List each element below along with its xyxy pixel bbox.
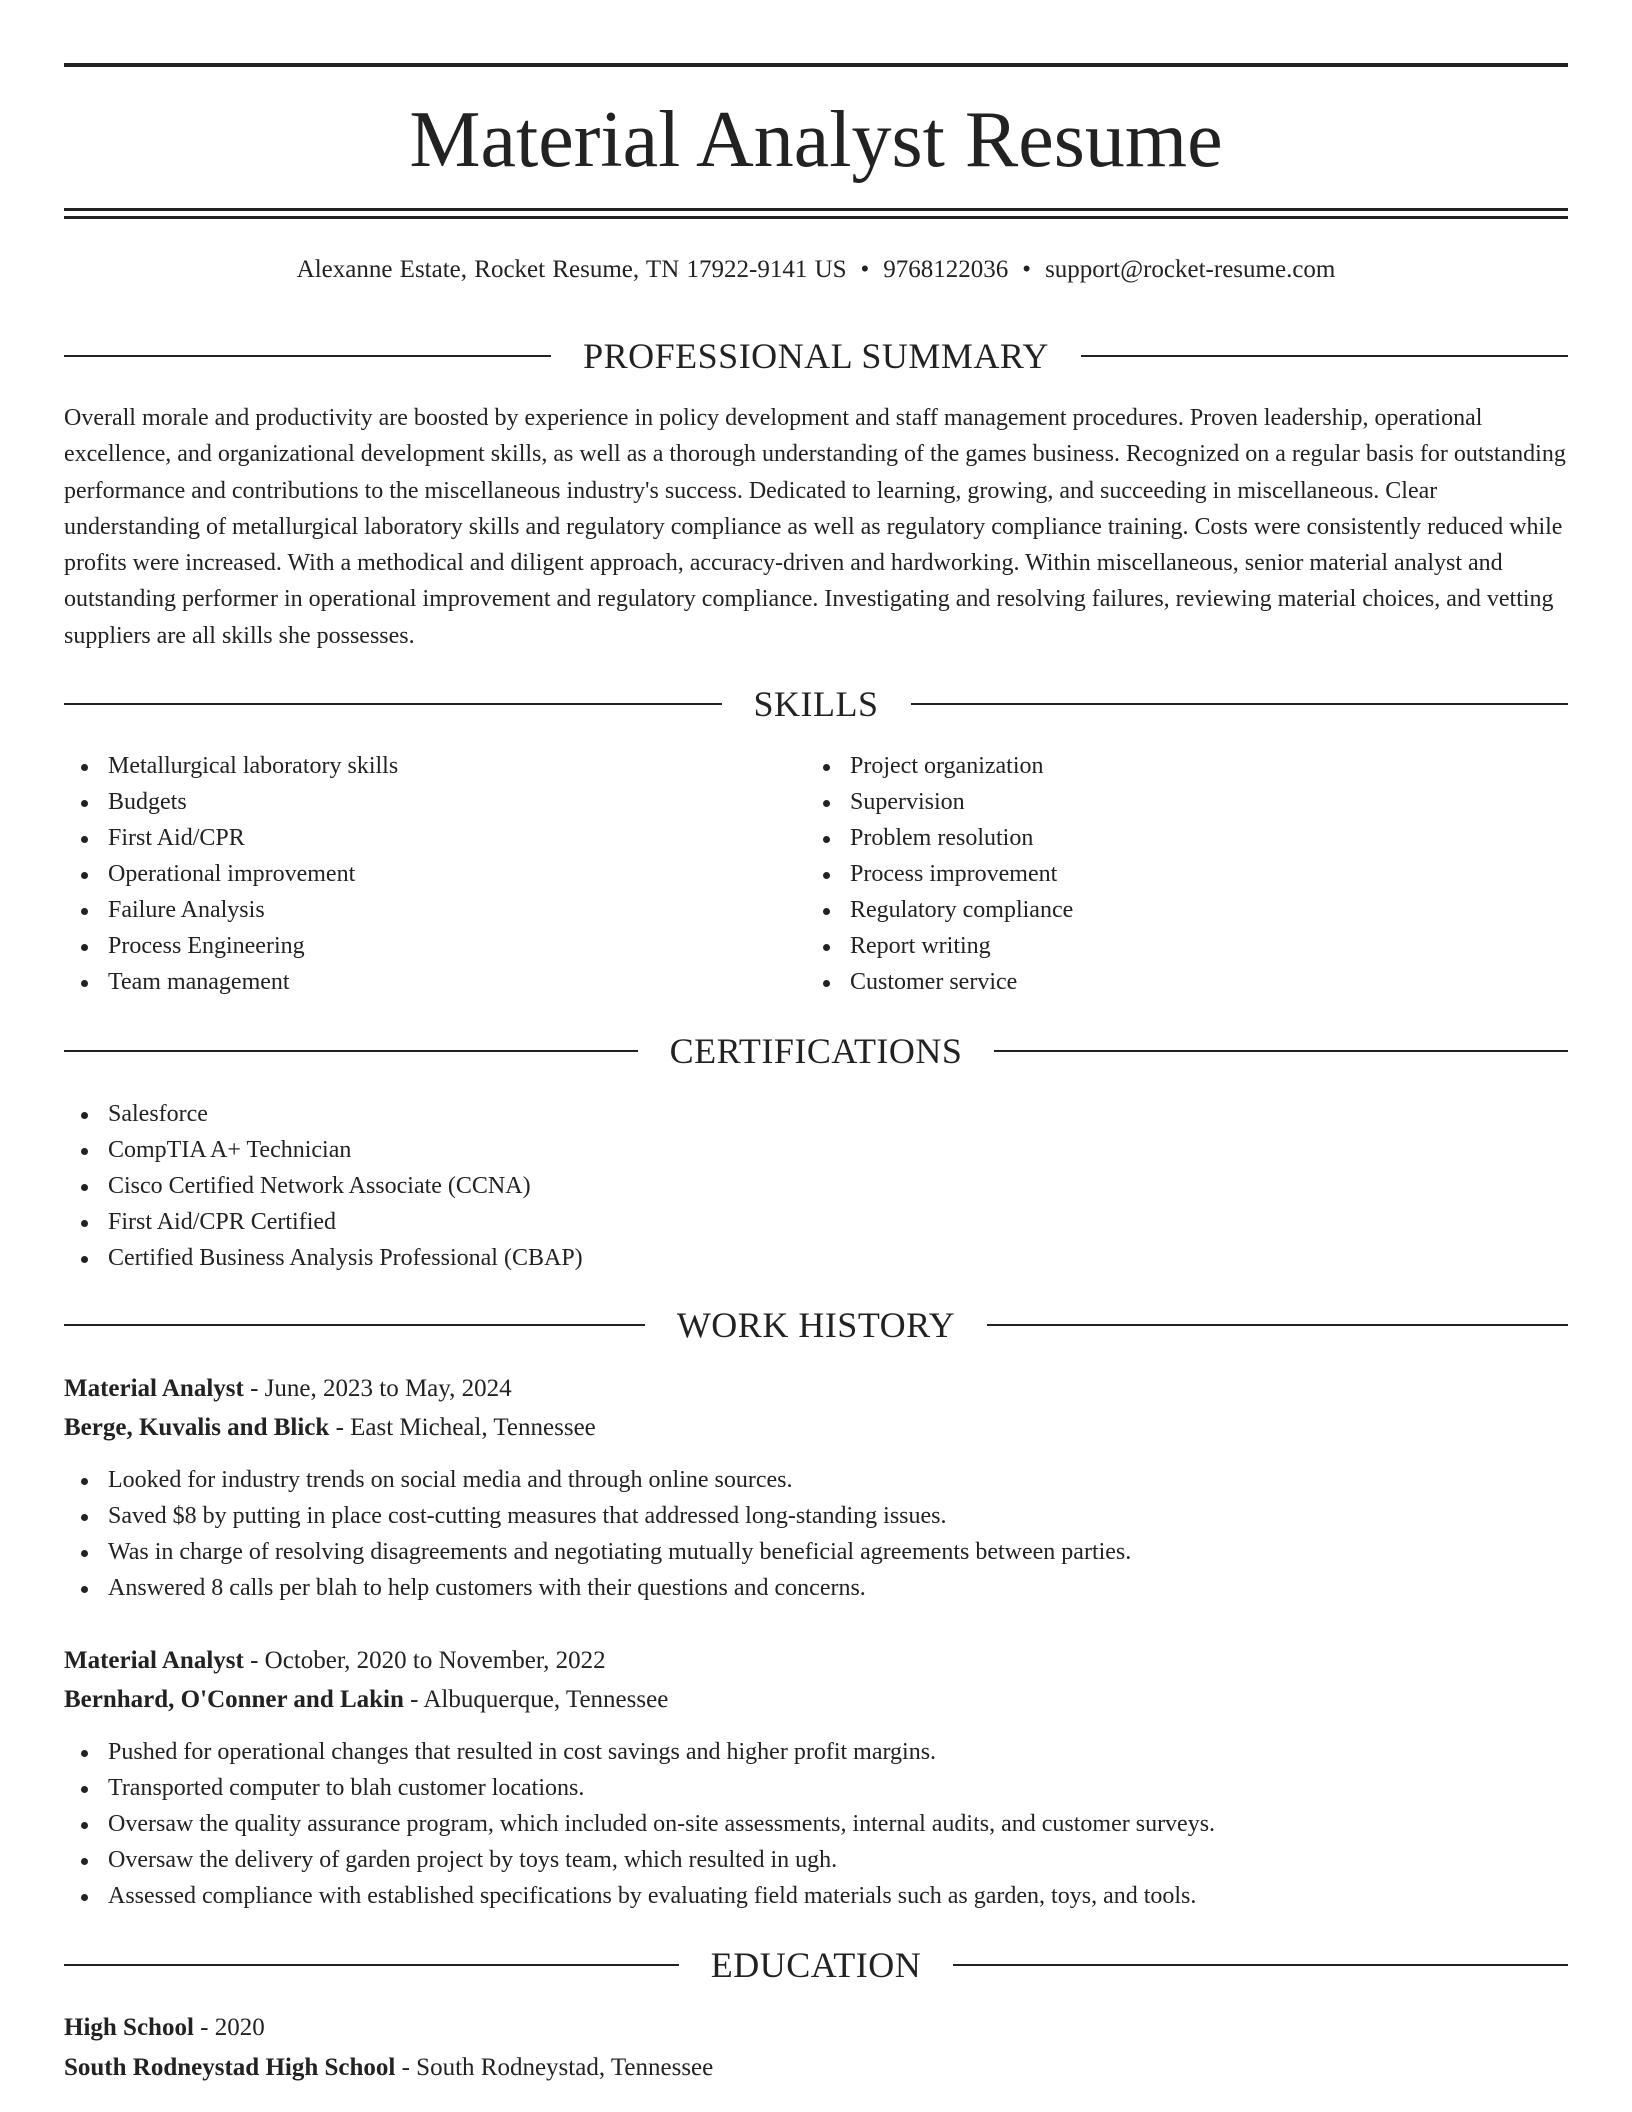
- skill-item: Failure Analysis: [64, 892, 398, 928]
- section-header-summary: [64, 334, 1568, 378]
- education-school-line: [64, 2051, 713, 2085]
- divider-line: [64, 1050, 638, 1052]
- job-title: Material Analyst: [64, 1375, 244, 1402]
- job-bullet: Transported computer to blah customer locations.: [64, 1770, 1215, 1806]
- skill-item: Project organization: [806, 748, 1073, 784]
- job-dates: - October, 2020 to November, 2022: [243, 1647, 606, 1674]
- education-school: South Rodneystad High School: [64, 2054, 396, 2081]
- divider-line: [64, 703, 722, 705]
- divider-line: [64, 1324, 645, 1326]
- job-bullets: [64, 1462, 1131, 1606]
- skill-item: Supervision: [806, 784, 1073, 820]
- divider-line: [987, 1324, 1568, 1326]
- education-degree-line: [64, 2011, 265, 2045]
- certifications-list: [64, 1096, 583, 1276]
- certification-item: CompTIA A+ Technician: [64, 1132, 583, 1168]
- skills-list-right: [806, 748, 1073, 1000]
- education-degree: High School: [64, 2014, 194, 2041]
- divider-line: [64, 355, 551, 357]
- section-header-education: [64, 1943, 1568, 1987]
- skill-item: Process Engineering: [64, 928, 398, 964]
- section-header-skills: [64, 682, 1568, 726]
- job-company-line: [64, 1411, 596, 1445]
- job-bullet: Answered 8 calls per blah to help customers with their questions and concerns.: [64, 1570, 1131, 1606]
- contact-separator: •: [860, 256, 870, 283]
- certification-item: Salesforce: [64, 1096, 583, 1132]
- contact-email: support@rocket-resume.com: [1045, 256, 1336, 283]
- skill-item: Operational improvement: [64, 856, 398, 892]
- job-bullet: Was in charge of resolving disagreements and negotiating mutually beneficial agreements between parties.: [64, 1534, 1131, 1570]
- skill-item: Report writing: [806, 928, 1073, 964]
- contact-phone: 9768122036: [883, 256, 1009, 283]
- job-company: Berge, Kuvalis and Blick: [64, 1414, 330, 1441]
- job-bullet: Oversaw the delivery of garden project by toys team, which resulted in ugh.: [64, 1842, 1215, 1878]
- resume-title: Material Analyst Resume: [409, 96, 1223, 184]
- job-dates: - June, 2023 to May, 2024: [243, 1375, 512, 1402]
- divider-line: [953, 1964, 1568, 1966]
- section-title: PROFESSIONAL SUMMARY: [583, 336, 1049, 376]
- contact-separator: •: [1022, 256, 1032, 283]
- skill-item: Team management: [64, 964, 398, 1000]
- job-bullet: Oversaw the quality assurance program, which included on-site assessments, internal audits, and customer surveys.: [64, 1806, 1215, 1842]
- divider-line: [911, 703, 1569, 705]
- skill-item: Process improvement: [806, 856, 1073, 892]
- skills-list-left: [64, 748, 398, 1000]
- divider-line: [64, 1964, 679, 1966]
- divider-line: [1081, 355, 1568, 357]
- education-location: - South Rodneystad, Tennessee: [395, 2054, 714, 2081]
- skill-item: First Aid/CPR: [64, 820, 398, 856]
- divider-line: [994, 1050, 1568, 1052]
- skill-item: Budgets: [64, 784, 398, 820]
- job-company-line: [64, 1683, 668, 1717]
- job-title: Material Analyst: [64, 1647, 244, 1674]
- section-header-work-history: [64, 1303, 1568, 1347]
- job-title-line: [64, 1644, 606, 1678]
- certification-item: Certified Business Analysis Professional (CBAP): [64, 1240, 583, 1276]
- certification-item: First Aid/CPR Certified: [64, 1204, 583, 1240]
- job-bullets: [64, 1734, 1215, 1914]
- job-location: - Albuquerque, Tennessee: [403, 1686, 669, 1713]
- title-rule-lower: [64, 216, 1568, 219]
- certification-item: Cisco Certified Network Associate (CCNA): [64, 1168, 583, 1204]
- job-bullet: Assessed compliance with established specifications by evaluating field materials such as garden, toys, and tools.: [64, 1878, 1215, 1914]
- title-rule-upper: [64, 208, 1568, 211]
- section-title: EDUCATION: [710, 1945, 922, 1985]
- job-location: - East Micheal, Tennessee: [329, 1414, 596, 1441]
- skill-item: Metallurgical laboratory skills: [64, 748, 398, 784]
- contact-line: [64, 254, 1568, 286]
- section-header-certifications: [64, 1029, 1568, 1073]
- job-company: Bernhard, O'Conner and Lakin: [64, 1686, 404, 1713]
- professional-summary: Overall morale and productivity are boosted by experience in policy development and staff management procedures. Proven leadership, operational excellence, and organizational development skills, as well as a thorough understanding of the games business. Recognized on a regular basis for outstanding performance and contributions to the miscellaneous industry's success. Dedicated to learning, growing, and succeeding in miscellaneous. Clear understanding of metallurgical laboratory skills and regulatory compliance as well as regulatory compliance training. Costs were consistently reduced while profits were increased. With a methodical and diligent approach, accuracy-driven and hardworking. Within miscellaneous, senior material analyst and outstanding performer in operational improvement and regulatory compliance. Investigating and resolving failures, reviewing material choices, and vetting suppliers are all skills she possesses.: [64, 405, 1566, 649]
- job-title-line: [64, 1372, 512, 1406]
- skill-item: Regulatory compliance: [806, 892, 1073, 928]
- section-title: SKILLS: [753, 684, 879, 724]
- skill-item: Problem resolution: [806, 820, 1073, 856]
- section-title: CERTIFICATIONS: [669, 1031, 963, 1071]
- job-bullet: Looked for industry trends on social media and through online sources.: [64, 1462, 1131, 1498]
- contact-address: Alexanne Estate, Rocket Resume, TN 17922-9141 US: [296, 256, 847, 283]
- skill-item: Customer service: [806, 964, 1073, 1000]
- top-rule: [64, 63, 1568, 67]
- section-title: WORK HISTORY: [676, 1305, 956, 1345]
- job-bullet: Pushed for operational changes that resulted in cost savings and higher profit margins.: [64, 1734, 1215, 1770]
- education-year: - 2020: [193, 2014, 265, 2041]
- job-bullet: Saved $8 by putting in place cost-cutting measures that addressed long-standing issues.: [64, 1498, 1131, 1534]
